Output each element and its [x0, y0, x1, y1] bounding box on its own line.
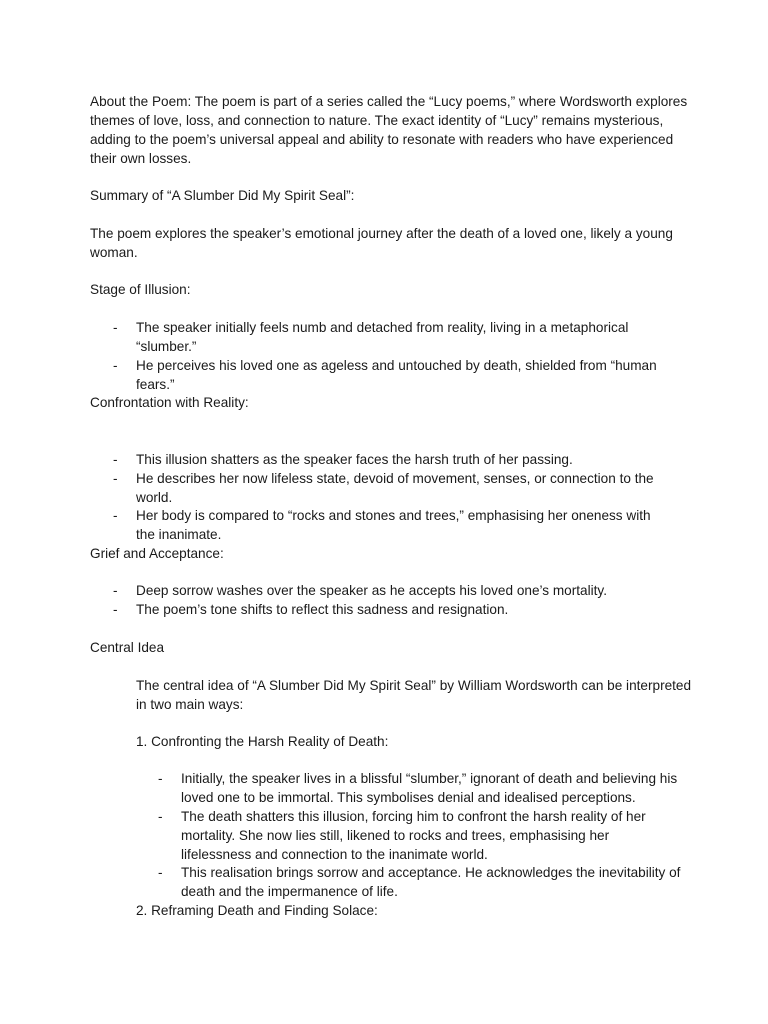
list-item-text: He describes her now lifeless state, devoid of movement, senses, or connection to the world. — [136, 471, 654, 505]
list-item-text: This illusion shatters as the speaker faces the harsh truth of her passing. — [136, 452, 573, 467]
central-idea-intro: The central idea of “A Slumber Did My Spirit Seal” by William Wordsworth can be interpreted in two main ways: — [136, 678, 692, 712]
list-item-text: Deep sorrow washes over the speaker as he accepts his loved one’s mortality. — [136, 583, 607, 598]
list-item-text: Her body is compared to “rocks and stones and trees,” emphasising her oneness with the inanimate. — [136, 508, 651, 542]
section-heading-confrontation: Confrontation with Reality: — [90, 395, 249, 410]
list-item-text: He perceives his loved one as ageless and untouched by death, shielded from “human fears.” — [136, 358, 657, 392]
section-heading-grief: Grief and Acceptance: — [90, 546, 224, 561]
bullet-dash: - — [158, 865, 163, 880]
central-idea-heading: Central Idea — [90, 640, 165, 655]
list-item-text: The poem’s tone shifts to reflect this sadness and resignation. — [136, 602, 509, 617]
section-heading-illusion: Stage of Illusion: — [90, 282, 191, 297]
bullet-dash: - — [113, 471, 118, 486]
bullet-dash: - — [158, 771, 163, 786]
list-item-text: The death shatters this illusion, forcing him to confront the harsh reality of her mortality. She now lies still, likened to rocks and trees, emphasising her lifelessness and connection to the inanimate world. — [181, 809, 646, 862]
summary-intro: The poem explores the speaker’s emotional journey after the death of a loved one, likely a young woman. — [90, 226, 673, 260]
summary-heading: Summary of “A Slumber Did My Spirit Seal”: — [90, 188, 355, 203]
point-1-title: 1. Confronting the Harsh Reality of Death: — [136, 734, 389, 749]
bullet-dash: - — [113, 508, 118, 523]
bullet-dash: - — [158, 809, 163, 824]
point-2-title: 2. Reframing Death and Finding Solace: — [136, 903, 378, 918]
list-item-text: The speaker initially feels numb and detached from reality, living in a metaphorical “slumber.” — [136, 320, 629, 354]
about-paragraph: About the Poem: The poem is part of a series called the “Lucy poems,” where Wordsworth explores themes of love, loss, and connection to nature. The exact identity of “Lucy” remains mysterious, adding to the poem’s universal appeal and ability to resonate with readers who have experienced their own losses. — [90, 94, 688, 166]
bullet-dash: - — [113, 358, 118, 373]
bullet-dash: - — [113, 320, 118, 335]
bullet-dash: - — [113, 602, 118, 617]
list-item-text: Initially, the speaker lives in a blissful “slumber,” ignorant of death and believing his loved one to be immortal. This symbolises denial and idealised perceptions. — [181, 771, 678, 805]
bullet-dash: - — [113, 583, 118, 598]
list-item-text: This realisation brings sorrow and acceptance. He acknowledges the inevitability of death and the impermanence of life. — [181, 865, 681, 899]
bullet-dash: - — [113, 452, 118, 467]
